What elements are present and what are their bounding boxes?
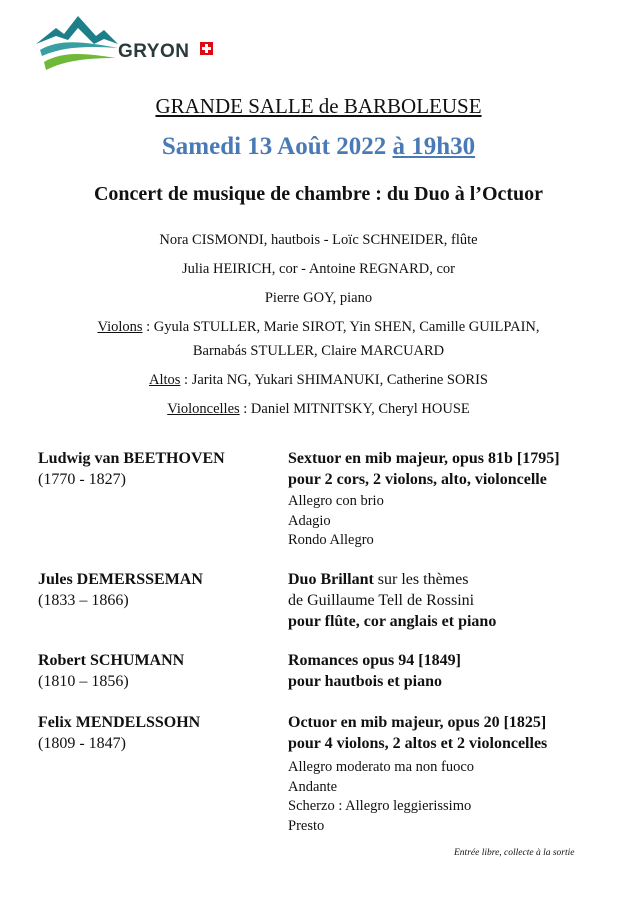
altos-label: Altos — [149, 372, 181, 388]
work-beethoven — [288, 448, 560, 490]
composer-name: Felix MENDELSSOHN — [38, 714, 201, 731]
performers-line-3: Pierre GOY, piano — [264, 290, 373, 306]
composer-dates: (1833 – 1866) — [38, 592, 129, 609]
violins-line-2: Barnabás STULLER, Claire MARCUARD — [192, 343, 445, 359]
work-demersseman — [288, 569, 496, 632]
mountain-icon — [34, 14, 120, 74]
venue-title: GRANDE SALLE de BARBOLEUSE — [155, 94, 482, 118]
work-schumann — [288, 650, 461, 692]
work-title: Octuor en mib majeur, opus 20 [1825] — [288, 714, 547, 731]
composer-dates: (1770 - 1827) — [38, 471, 126, 488]
work-title-rest: sur les thèmes — [373, 571, 469, 588]
program-item-demersseman — [38, 569, 203, 611]
concert-subtitle: Concert de musique de chambre : du Duo à l’Octuor — [93, 183, 544, 205]
performers-line-1: Nora CISMONDI, hautbois - Loïc SCHNEIDER, flûte — [159, 232, 478, 248]
work-mendelssohn — [288, 712, 547, 754]
cellos-names: : Daniel MITNITSKY, Cheryl HOUSE — [239, 401, 470, 417]
movement: Presto — [288, 817, 325, 834]
work-subtitle: de Guillaume Tell de Rossini — [288, 592, 475, 609]
altos-names: : Jarita NG, Yukari SHIMANUKI, Catherine SORIS — [180, 372, 488, 388]
work-instrumentation: pour 2 cors, 2 violons, alto, violoncelle — [288, 471, 547, 488]
work-instrumentation: pour hautbois et piano — [288, 673, 442, 690]
footer-note: Entrée libre, collecte à la sortie — [454, 848, 575, 858]
violins-label: Violons — [97, 319, 143, 335]
movement: Allegro moderato ma non fuoco — [288, 759, 475, 775]
movement: Adagio — [288, 512, 331, 529]
brand-name: GRYON — [118, 41, 190, 62]
composer-dates: (1809 - 1847) — [38, 735, 126, 752]
movements-beethoven — [288, 492, 384, 551]
work-instrumentation: pour flûte, cor anglais et piano — [288, 613, 497, 630]
movement: Rondo Allegro — [288, 532, 374, 548]
movements-mendelssohn — [288, 758, 474, 836]
violins-names: : Gyula STULLER, Marie SIROT, Yin SHEN, Camille GUILPAIN, — [142, 319, 540, 335]
work-title — [288, 569, 496, 590]
work-instrumentation: pour 4 violons, 2 altos et 2 violoncelles — [288, 735, 548, 752]
movement: Andante — [288, 778, 338, 795]
swiss-flag-icon — [200, 42, 213, 55]
violins-line — [0, 319, 637, 336]
movement: Allegro con brio — [288, 493, 384, 509]
composer-name: Jules DEMERSSEMAN — [38, 571, 203, 588]
work-title-bold: Duo Brillant — [288, 571, 374, 588]
composer-name: Ludwig van BEETHOVEN — [38, 450, 225, 467]
composer-name: Robert SCHUMANN — [38, 652, 185, 669]
event-date: Samedi 13 Août 2022 — [161, 133, 387, 160]
cellos-label: Violoncelles — [167, 401, 240, 417]
program-item-beethoven — [38, 448, 225, 490]
work-title: Sextuor en mib majeur, opus 81b [1795] — [288, 450, 560, 467]
event-time: à 19h30 — [392, 133, 476, 160]
program-item-mendelssohn — [38, 712, 200, 754]
cellos-line — [0, 401, 637, 418]
work-title: Romances opus 94 [1849] — [288, 652, 461, 669]
altos-line — [0, 372, 637, 389]
movement: Scherzo : Allegro leggierissimo — [288, 798, 472, 814]
event-datetime — [0, 133, 637, 161]
performers-line-2: Julia HEIRICH, cor - Antoine REGNARD, cor — [181, 261, 456, 277]
program-item-schumann — [38, 650, 184, 692]
composer-dates: (1810 – 1856) — [38, 673, 129, 690]
gryon-logo — [34, 14, 224, 74]
